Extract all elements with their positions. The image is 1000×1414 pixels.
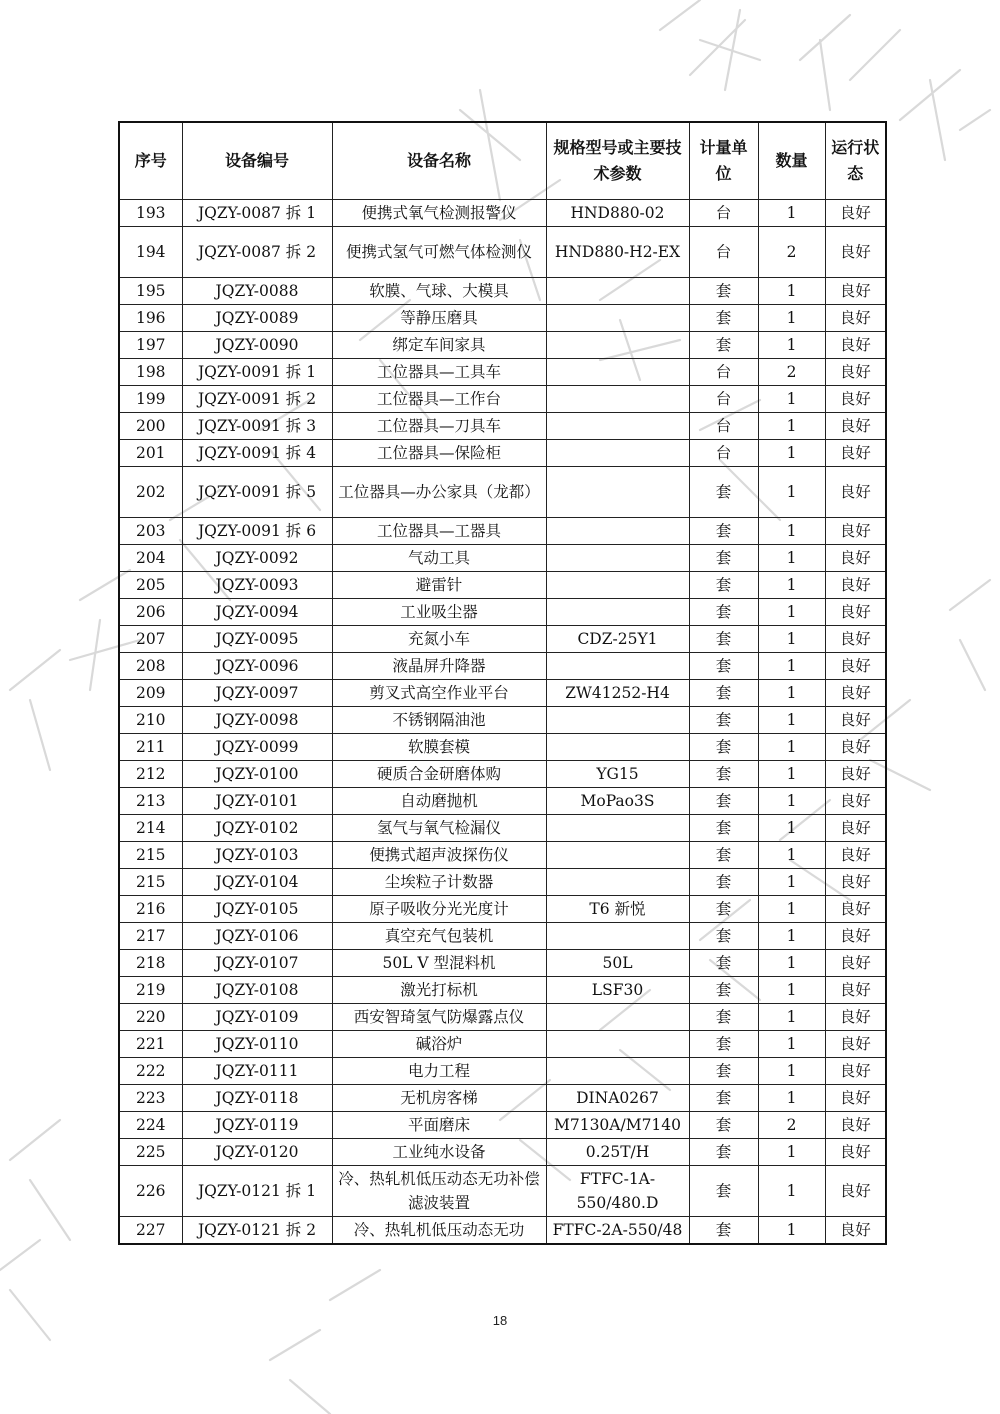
table-row [119,278,886,305]
cell-equipment-code: JQZY-0097 [182,680,332,707]
cell-seq: 218 [119,950,182,977]
cell-status: 良好 [825,305,886,332]
cell-status: 良好 [825,413,886,440]
cell-quantity: 1 [758,1085,825,1112]
cell-seq: 215 [119,842,182,869]
cell-equipment-name: 真空充气包装机 [332,923,546,950]
cell-status: 良好 [825,1139,886,1166]
cell-equipment-name: 氢气与氧气检漏仪 [332,815,546,842]
cell-seq: 206 [119,599,182,626]
cell-equipment-code: JQZY-0087 拆 2 [182,227,332,278]
page-number: 18 [492,1313,508,1328]
cell-quantity: 1 [758,599,825,626]
cell-equipment-name: 工位器具—办公家具（龙都） [332,467,546,518]
cell-spec: FTFC-2A-550/48 [546,1217,689,1245]
cell-equipment-code: JQZY-0107 [182,950,332,977]
cell-status: 良好 [825,788,886,815]
cell-quantity: 1 [758,815,825,842]
cell-status: 良好 [825,842,886,869]
table-row [119,626,886,653]
cell-status: 良好 [825,359,886,386]
cell-equipment-name: 工业纯水设备 [332,1139,546,1166]
cell-equipment-code: JQZY-0091 拆 6 [182,518,332,545]
cell-spec: M7130A/M7140 [546,1112,689,1139]
cell-unit: 套 [689,653,758,680]
cell-status: 良好 [825,599,886,626]
cell-seq: 212 [119,761,182,788]
cell-spec [546,359,689,386]
cell-unit: 台 [689,413,758,440]
cell-equipment-code: JQZY-0096 [182,653,332,680]
cell-status: 良好 [825,761,886,788]
cell-quantity: 1 [758,923,825,950]
cell-unit: 套 [689,842,758,869]
cell-equipment-name: 软膜、气球、大模具 [332,278,546,305]
cell-unit: 台 [689,359,758,386]
cell-quantity: 1 [758,332,825,359]
cell-status: 良好 [825,386,886,413]
cell-spec [546,305,689,332]
cell-spec: T6 新悦 [546,896,689,923]
cell-unit: 套 [689,923,758,950]
cell-unit: 套 [689,572,758,599]
cell-seq: 222 [119,1058,182,1085]
cell-unit: 套 [689,815,758,842]
cell-quantity: 1 [758,305,825,332]
cell-unit: 套 [689,626,758,653]
cell-seq: 223 [119,1085,182,1112]
cell-unit: 套 [689,1217,758,1245]
cell-spec [546,707,689,734]
cell-equipment-name: 硬质合金研磨体购 [332,761,546,788]
cell-quantity: 1 [758,869,825,896]
header-spec: 规格型号或主要技术参数 [546,122,689,200]
cell-unit: 套 [689,977,758,1004]
cell-unit: 套 [689,332,758,359]
cell-status: 良好 [825,1031,886,1058]
cell-seq: 224 [119,1112,182,1139]
cell-seq: 201 [119,440,182,467]
cell-spec: HND880-02 [546,200,689,227]
cell-spec [546,386,689,413]
table-row [119,1217,886,1245]
cell-status: 良好 [825,440,886,467]
cell-quantity: 1 [758,707,825,734]
table-row [119,359,886,386]
cell-spec [546,1004,689,1031]
cell-seq: 195 [119,278,182,305]
cell-status: 良好 [825,518,886,545]
cell-equipment-code: JQZY-0111 [182,1058,332,1085]
cell-equipment-code: JQZY-0103 [182,842,332,869]
cell-unit: 套 [689,305,758,332]
cell-equipment-name: 西安智琦氢气防爆露点仪 [332,1004,546,1031]
cell-quantity: 1 [758,761,825,788]
cell-quantity: 1 [758,440,825,467]
table-row [119,1031,886,1058]
cell-quantity: 1 [758,545,825,572]
table-row [119,386,886,413]
cell-status: 良好 [825,1217,886,1245]
cell-spec: YG15 [546,761,689,788]
cell-spec [546,440,689,467]
cell-spec: 50L [546,950,689,977]
cell-equipment-name: 充氮小车 [332,626,546,653]
cell-equipment-name: 气动工具 [332,545,546,572]
table-row [119,200,886,227]
cell-equipment-code: JQZY-0119 [182,1112,332,1139]
cell-quantity: 1 [758,1031,825,1058]
cell-equipment-code: JQZY-0110 [182,1031,332,1058]
header-equipment-name: 设备名称 [332,122,546,200]
cell-equipment-name: 冷、热轧机低压动态无功补偿滤波装置 [332,1166,546,1217]
cell-spec [546,332,689,359]
table-row [119,518,886,545]
cell-status: 良好 [825,923,886,950]
table-row [119,923,886,950]
cell-equipment-name: 平面磨床 [332,1112,546,1139]
cell-status: 良好 [825,332,886,359]
cell-unit: 套 [689,1031,758,1058]
table-row [119,413,886,440]
cell-equipment-code: JQZY-0093 [182,572,332,599]
table-row [119,788,886,815]
cell-equipment-code: JQZY-0104 [182,869,332,896]
cell-equipment-name: 便携式超声波探伤仪 [332,842,546,869]
cell-quantity: 1 [758,1139,825,1166]
cell-equipment-code: JQZY-0091 拆 4 [182,440,332,467]
table-row [119,1058,886,1085]
cell-spec [546,572,689,599]
cell-status: 良好 [825,977,886,1004]
cell-equipment-code: JQZY-0092 [182,545,332,572]
cell-status: 良好 [825,869,886,896]
cell-status: 良好 [825,950,886,977]
cell-status: 良好 [825,278,886,305]
table-row [119,761,886,788]
cell-equipment-name: 绑定车间家具 [332,332,546,359]
cell-spec [546,734,689,761]
cell-spec [546,545,689,572]
table-row [119,1004,886,1031]
cell-unit: 套 [689,1085,758,1112]
cell-quantity: 1 [758,977,825,1004]
table-row [119,1166,886,1217]
table-row [119,815,886,842]
cell-equipment-code: JQZY-0121 拆 2 [182,1217,332,1245]
cell-quantity: 1 [758,788,825,815]
cell-seq: 197 [119,332,182,359]
cell-seq: 198 [119,359,182,386]
cell-spec: MoPao3S [546,788,689,815]
table-row [119,467,886,518]
cell-seq: 210 [119,707,182,734]
cell-spec [546,413,689,440]
cell-unit: 台 [689,440,758,467]
cell-seq: 219 [119,977,182,1004]
cell-equipment-code: JQZY-0098 [182,707,332,734]
cell-equipment-name: 等静压磨具 [332,305,546,332]
cell-unit: 台 [689,227,758,278]
table-row [119,440,886,467]
cell-quantity: 1 [758,386,825,413]
cell-spec: DINA0267 [546,1085,689,1112]
cell-equipment-name: 冷、热轧机低压动态无功 [332,1217,546,1245]
cell-unit: 套 [689,788,758,815]
cell-equipment-name: 便携式氧气检测报警仪 [332,200,546,227]
cell-spec [546,1031,689,1058]
table-row [119,896,886,923]
cell-equipment-code: JQZY-0109 [182,1004,332,1031]
cell-unit: 套 [689,1166,758,1217]
cell-equipment-code: JQZY-0091 拆 2 [182,386,332,413]
cell-seq: 213 [119,788,182,815]
cell-spec [546,518,689,545]
cell-seq: 221 [119,1031,182,1058]
cell-equipment-code: JQZY-0089 [182,305,332,332]
cell-spec: LSF30 [546,977,689,1004]
cell-quantity: 2 [758,1112,825,1139]
cell-equipment-code: JQZY-0088 [182,278,332,305]
cell-seq: 202 [119,467,182,518]
cell-status: 良好 [825,707,886,734]
cell-unit: 套 [689,1004,758,1031]
cell-status: 良好 [825,680,886,707]
cell-spec [546,599,689,626]
cell-spec [546,467,689,518]
cell-spec [546,653,689,680]
cell-unit: 台 [689,200,758,227]
cell-unit: 套 [689,707,758,734]
cell-equipment-code: JQZY-0099 [182,734,332,761]
cell-equipment-name: 避雷针 [332,572,546,599]
cell-equipment-name: 激光打标机 [332,977,546,1004]
table-row [119,1112,886,1139]
header-status: 运行状态 [825,122,886,200]
cell-equipment-code: JQZY-0091 拆 1 [182,359,332,386]
cell-equipment-code: JQZY-0091 拆 5 [182,467,332,518]
cell-equipment-name: 自动磨抛机 [332,788,546,815]
cell-equipment-code: JQZY-0121 拆 1 [182,1166,332,1217]
cell-quantity: 1 [758,896,825,923]
cell-status: 良好 [825,1085,886,1112]
cell-seq: 220 [119,1004,182,1031]
cell-quantity: 1 [758,1004,825,1031]
cell-status: 良好 [825,1004,886,1031]
cell-spec: HND880-H2-EX [546,227,689,278]
cell-unit: 套 [689,1058,758,1085]
cell-unit: 套 [689,518,758,545]
table-row [119,842,886,869]
cell-equipment-name: 尘埃粒子计数器 [332,869,546,896]
cell-unit: 套 [689,545,758,572]
cell-spec: CDZ-25Y1 [546,626,689,653]
cell-status: 良好 [825,572,886,599]
cell-equipment-code: JQZY-0091 拆 3 [182,413,332,440]
cell-quantity: 1 [758,842,825,869]
cell-seq: 205 [119,572,182,599]
cell-equipment-name: 工位器具—保险柜 [332,440,546,467]
cell-equipment-name: 无机房客梯 [332,1085,546,1112]
cell-quantity: 1 [758,1166,825,1217]
cell-seq: 199 [119,386,182,413]
cell-status: 良好 [825,1112,886,1139]
cell-seq: 227 [119,1217,182,1245]
cell-spec: 0.25T/H [546,1139,689,1166]
cell-status: 良好 [825,227,886,278]
table-row [119,1085,886,1112]
cell-seq: 209 [119,680,182,707]
cell-quantity: 1 [758,653,825,680]
table-row [119,869,886,896]
cell-quantity: 1 [758,1058,825,1085]
cell-quantity: 1 [758,680,825,707]
cell-seq: 203 [119,518,182,545]
cell-equipment-name: 工位器具—工作台 [332,386,546,413]
cell-spec: FTFC-1A-550/480.D [546,1166,689,1217]
cell-quantity: 1 [758,518,825,545]
cell-status: 良好 [825,545,886,572]
table-row [119,332,886,359]
table-row [119,734,886,761]
table-row [119,599,886,626]
cell-seq: 207 [119,626,182,653]
cell-equipment-name: 工位器具—刀具车 [332,413,546,440]
cell-quantity: 1 [758,278,825,305]
cell-equipment-name: 50L V 型混料机 [332,950,546,977]
cell-unit: 套 [689,734,758,761]
cell-quantity: 1 [758,467,825,518]
cell-spec [546,278,689,305]
cell-equipment-code: JQZY-0094 [182,599,332,626]
cell-seq: 211 [119,734,182,761]
cell-unit: 套 [689,869,758,896]
cell-equipment-name: 软膜套模 [332,734,546,761]
table-row [119,977,886,1004]
cell-seq: 225 [119,1139,182,1166]
cell-unit: 套 [689,599,758,626]
cell-status: 良好 [825,896,886,923]
table-header-row [119,122,886,200]
cell-seq: 214 [119,815,182,842]
cell-spec: ZW41252-H4 [546,680,689,707]
cell-quantity: 2 [758,359,825,386]
cell-unit: 套 [689,680,758,707]
table-row [119,545,886,572]
equipment-table [118,121,887,1245]
table-row [119,572,886,599]
cell-equipment-code: JQZY-0105 [182,896,332,923]
cell-equipment-name: 液晶屏升降器 [332,653,546,680]
cell-quantity: 1 [758,200,825,227]
cell-quantity: 1 [758,572,825,599]
cell-seq: 226 [119,1166,182,1217]
table-row [119,305,886,332]
cell-quantity: 1 [758,413,825,440]
cell-seq: 200 [119,413,182,440]
cell-status: 良好 [825,1058,886,1085]
table-row [119,680,886,707]
header-unit: 计量单位 [689,122,758,200]
cell-seq: 216 [119,896,182,923]
cell-unit: 套 [689,1112,758,1139]
cell-seq: 196 [119,305,182,332]
cell-equipment-code: JQZY-0118 [182,1085,332,1112]
cell-quantity: 2 [758,227,825,278]
cell-equipment-code: JQZY-0101 [182,788,332,815]
table-body [119,200,886,1245]
cell-spec [546,842,689,869]
cell-seq: 208 [119,653,182,680]
cell-equipment-name: 不锈钢隔油池 [332,707,546,734]
cell-spec [546,1058,689,1085]
cell-status: 良好 [825,200,886,227]
cell-quantity: 1 [758,950,825,977]
cell-seq: 194 [119,227,182,278]
cell-equipment-name: 碱浴炉 [332,1031,546,1058]
cell-unit: 套 [689,1139,758,1166]
cell-seq: 204 [119,545,182,572]
cell-status: 良好 [825,467,886,518]
cell-equipment-name: 便携式氢气可燃气体检测仪 [332,227,546,278]
cell-equipment-code: JQZY-0090 [182,332,332,359]
cell-spec [546,815,689,842]
cell-equipment-name: 剪叉式高空作业平台 [332,680,546,707]
table-row [119,1139,886,1166]
cell-unit: 套 [689,950,758,977]
cell-equipment-name: 工业吸尘器 [332,599,546,626]
cell-spec [546,923,689,950]
cell-status: 良好 [825,653,886,680]
header-seq: 序号 [119,122,182,200]
cell-seq: 215 [119,869,182,896]
cell-unit: 套 [689,467,758,518]
table-row [119,653,886,680]
cell-seq: 217 [119,923,182,950]
cell-quantity: 1 [758,1217,825,1245]
table-row [119,707,886,734]
cell-status: 良好 [825,1166,886,1217]
cell-status: 良好 [825,734,886,761]
cell-equipment-code: JQZY-0100 [182,761,332,788]
cell-status: 良好 [825,815,886,842]
cell-quantity: 1 [758,626,825,653]
cell-quantity: 1 [758,734,825,761]
cell-equipment-code: JQZY-0120 [182,1139,332,1166]
cell-unit: 套 [689,278,758,305]
cell-equipment-code: JQZY-0106 [182,923,332,950]
cell-equipment-name: 工位器具—工具车 [332,359,546,386]
cell-status: 良好 [825,626,886,653]
cell-equipment-name: 原子吸收分光光度计 [332,896,546,923]
cell-equipment-name: 电力工程 [332,1058,546,1085]
cell-equipment-code: JQZY-0095 [182,626,332,653]
cell-equipment-code: JQZY-0087 拆 1 [182,200,332,227]
cell-spec [546,869,689,896]
table-row [119,950,886,977]
cell-unit: 套 [689,896,758,923]
cell-unit: 台 [689,386,758,413]
cell-equipment-code: JQZY-0102 [182,815,332,842]
cell-unit: 套 [689,761,758,788]
cell-equipment-name: 工位器具—工器具 [332,518,546,545]
cell-seq: 193 [119,200,182,227]
header-equipment-code: 设备编号 [182,122,332,200]
cell-equipment-code: JQZY-0108 [182,977,332,1004]
table-row [119,227,886,278]
header-quantity: 数量 [758,122,825,200]
